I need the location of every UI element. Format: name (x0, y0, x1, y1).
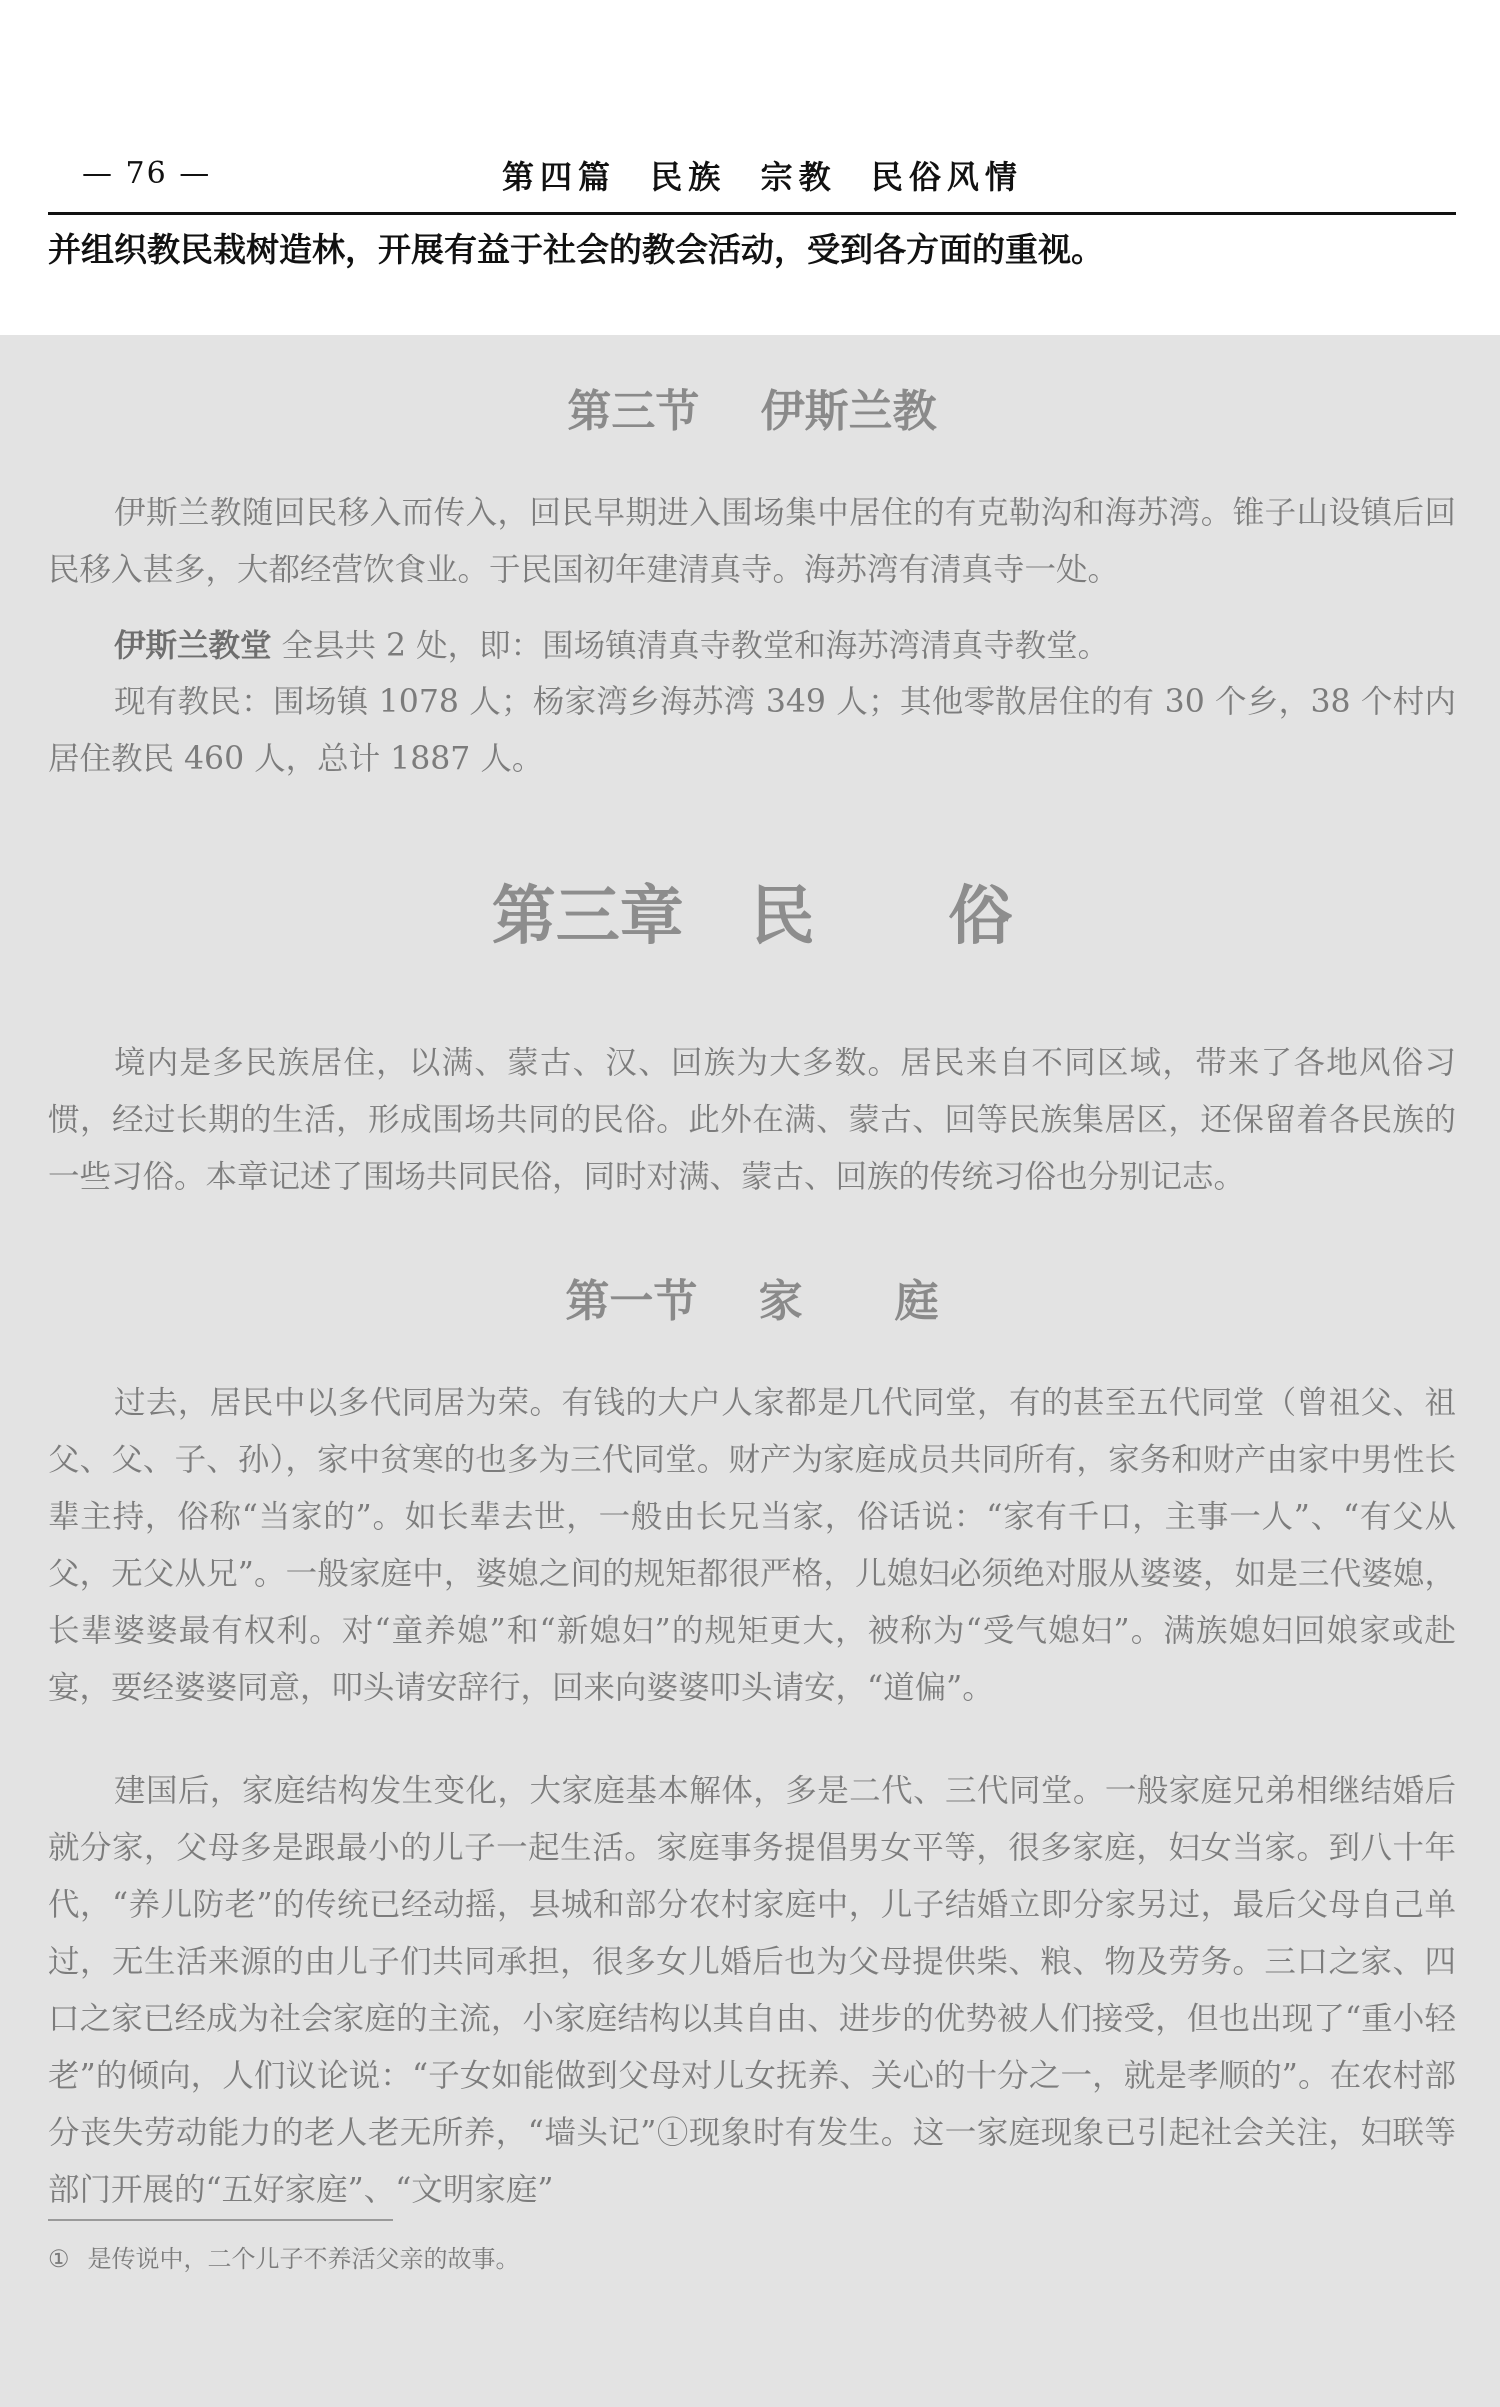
footnote (48, 2239, 520, 2274)
page-number: — 76 — (82, 156, 212, 191)
section-title-islam: 第三节 伊斯兰教 (567, 386, 937, 437)
chapter-intro: 境内是多民族居住，以满、蒙古、汉、回族为大多数。居民来自不同区域，带来了各地风俗习惯，经过长期的生活，形成围场共同的民俗。此外在满、蒙古、回等民族集居区，还保留着各民族的一些习俗。本章记述了围场共同民俗，同时对满、蒙古、回族的传统习俗也分别记志。 (48, 1045, 1456, 1195)
highlighted-region (0, 335, 1500, 2407)
family-paragraph-1: 过去，居民中以多代同居为荣。有钱的大户人家都是几代同堂，有的甚至五代同堂（曾祖父、祖父、父、子、孙），家中贫寒的也多为三代同堂。财产为家庭成员共同所有，家务和财产由家中男性长辈主持，俗称“当家的”。如长辈去世，一般由长兄当家，俗话说：“家有千口，主事一人”、“有父从父，无父从兄”。一般家庭中，婆媳之间的规矩都很严格，儿媳妇必须绝对服从婆婆，如是三代婆媳，长辈婆婆最有权利。对“童养媳”和“新媳妇”的规矩更大，被称为“受气媳妇”。满族媳妇回娘家或赴宴，要经婆婆同意，叩头请安辞行，回来向婆婆叩头请安，“道偏”。 (48, 1385, 1456, 1706)
term-mosque: 伊斯兰教堂 (114, 627, 272, 664)
running-title: 第四篇 民族 宗教 民俗风情 (502, 158, 1023, 196)
footnote-text: 是传说中，二个儿子不养活父亲的故事。 (87, 2245, 520, 2273)
footnote-mark: ① (48, 2245, 70, 2273)
page-header (52, 150, 1452, 206)
islam-paragraph-1: 伊斯兰教随回民移入而传入，回民早期进入围场集中居住的有克勒沟和海苏湾。锥子山设镇后回民移入甚多，大都经营饮食业。于民国初年建清真寺。海苏湾有清真寺一处。 (48, 495, 1456, 588)
islam-paragraph-2 (48, 617, 1456, 675)
family-paragraph-2: 建国后，家庭结构发生变化，大家庭基本解体，多是二代、三代同堂。一般家庭兄弟相继结婚后就分家，父母多是跟最小的儿子一起生活。家庭事务提倡男女平等，很多家庭，妇女当家。到八十年代，“养儿防老”的传统已经动摇，县城和部分农村家庭中，儿子结婚立即分家另过，最后父母自己单过，无生活来源的由儿子们共同承担，很多女儿婚后也为父母提供柴、粮、物及劳务。三口之家、四口之家已经成为社会家庭的主流，小家庭结构以其自由、进步的优势被人们接受，但也出现了“重小轻老”的倾向，人们议论说：“子女如能做到父母对儿女抚养、关心的十分之一，就是孝顺的”。在农村部分丧失劳动能力的老人老无所养，“墙头记”①现象时有发生。这一家庭现象已引起社会关注，妇联等部门开展的“五好家庭”、“文明家庭” (48, 1773, 1456, 2208)
chapter-title: 第三章 民 俗 (491, 879, 1013, 954)
section-title-family: 第一节 家 庭 (565, 1276, 939, 1327)
islam-paragraph-3: 现有教民：围场镇 1078 人；杨家湾乡海苏湾 349 人；其他零散居住的有 30 个乡，38 个村内居住教民 460 人，总计 1887 人。 (48, 684, 1456, 777)
header-rule (48, 212, 1456, 215)
footnote-rule (48, 2219, 393, 2221)
continued-paragraph: 并组织教民栽树造林，开展有益于社会的教会活动，受到各方面的重视。 (48, 230, 1104, 269)
mosque-count-text: 全县共 2 处，即：围场镇清真寺教堂和海苏湾清真寺教堂。 (271, 628, 1110, 664)
